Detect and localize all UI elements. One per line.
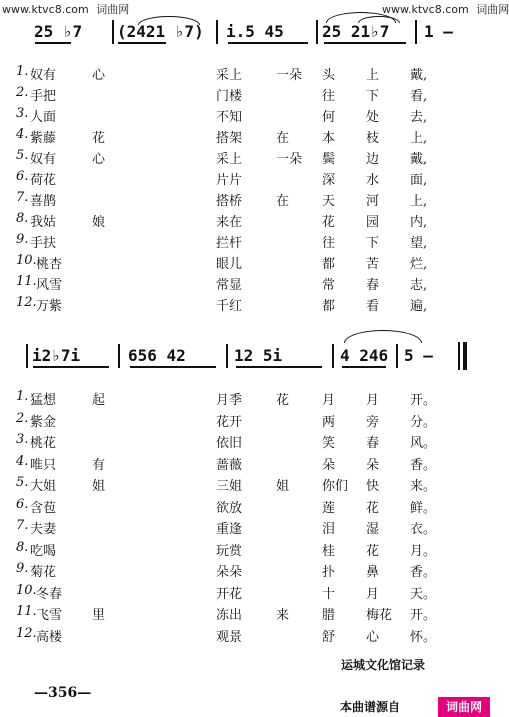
lyric-cell: 桂 — [322, 543, 336, 559]
lyric-cell: 莲 — [322, 500, 336, 516]
lyric-cell: 花 — [322, 215, 336, 230]
lyric-cell: 里 — [92, 608, 106, 623]
line-number: 9. — [16, 232, 29, 247]
lyric-cell: 你们 — [322, 479, 349, 494]
lyric-cell: 含苞 — [30, 500, 57, 516]
lyric-cell: 心 — [92, 68, 106, 83]
line-number: 2. — [16, 410, 29, 426]
lyric-cell: 菊花 — [30, 565, 57, 580]
lyric-cell: 千红 — [216, 299, 243, 314]
lyric-cell: 下 — [366, 236, 380, 251]
lyric-cell: 看, — [410, 89, 428, 104]
lyric-cell: 湿 — [366, 522, 380, 537]
lyric-cell: 风雪 — [36, 278, 63, 293]
lyric-cell: 香。 — [410, 565, 437, 580]
slur — [358, 16, 400, 23]
lyric-cell: 紫金 — [30, 414, 57, 430]
lyric-cell: 泪 — [322, 522, 336, 537]
lyric-cell: 我姑 — [30, 215, 57, 230]
lyric-cell: 花 — [366, 543, 380, 559]
lyric-cell: 月 — [366, 586, 380, 602]
lyric-cell: 风。 — [410, 436, 437, 451]
lyric-cell: 朵 — [366, 457, 380, 473]
line-number: 12. — [16, 295, 37, 310]
slur — [344, 330, 422, 343]
lyric-cell: 欲放 — [216, 500, 243, 516]
lyric-cell: 枝 — [366, 131, 380, 146]
staff1-measure-4: 25 21♭7 — [322, 22, 390, 41]
lyric-cell: 月 — [366, 393, 380, 408]
lyric-cell: 唯只 — [30, 457, 57, 473]
line-number: 4. — [16, 453, 29, 469]
lyric-cell: 香。 — [410, 457, 437, 473]
page-number: —356— — [34, 685, 92, 701]
line-number: 8. — [16, 539, 29, 555]
line-number: 3. — [16, 106, 29, 121]
lyric-cell: 常 — [322, 278, 336, 293]
lyric-cell: 快 — [366, 479, 380, 494]
lyric-cell: 在 — [276, 131, 290, 146]
lyric-cell: 边 — [366, 152, 380, 167]
lyric-cell: 开花 — [216, 586, 243, 602]
lyric-cell: 奴有 — [30, 68, 57, 83]
lyric-cell: 花 — [92, 131, 106, 146]
lyric-cell: 冻出 — [216, 608, 243, 623]
lyric-cell: 面, — [410, 173, 428, 188]
lyric-cell: 紫藤 — [30, 131, 57, 146]
barline — [396, 344, 398, 368]
underline — [324, 42, 406, 44]
lyric-cell: 十 — [322, 586, 336, 602]
lyric-cell: 门楼 — [216, 89, 243, 104]
lyric-cell: 看 — [366, 299, 380, 314]
underline — [130, 366, 216, 368]
underline — [236, 366, 322, 368]
lyric-cell: 手扶 — [30, 236, 57, 251]
lyric-cell: 搭桥 — [216, 194, 243, 209]
underline — [33, 366, 109, 368]
barline — [118, 344, 120, 368]
barline — [316, 20, 318, 44]
lyric-cell: 内, — [410, 215, 428, 230]
lyric-cell: 万紫 — [36, 299, 63, 314]
lyric-cell: 高楼 — [36, 629, 63, 645]
lyric-cell: 眼儿 — [216, 257, 243, 272]
lyric-cell: 奴有 — [30, 152, 57, 167]
lyric-cell: 腊 — [322, 608, 336, 623]
lyric-cell: 不知 — [216, 110, 243, 125]
site-logo: 词曲网 — [438, 697, 490, 717]
lyric-cell: 一朵 — [276, 152, 303, 167]
lyric-cell: 飞雪 — [36, 608, 63, 623]
underline — [342, 366, 386, 368]
lyric-cell: 处 — [366, 110, 380, 125]
underline — [118, 42, 166, 44]
lyric-cell: 来在 — [216, 215, 243, 230]
watermark-left — [2, 1, 129, 17]
line-number: 6. — [16, 496, 29, 512]
lyric-cell: 本 — [322, 131, 336, 146]
staff2-measure-5: 5 — — [404, 346, 433, 365]
lyric-cell: 分。 — [410, 414, 437, 430]
lyric-cell: 在 — [276, 194, 290, 209]
lyric-cell: 月。 — [410, 543, 437, 559]
lyric-cell: 拦杆 — [216, 236, 243, 251]
lyric-cell: 来 — [276, 608, 290, 623]
lyric-cell: 春 — [366, 436, 380, 451]
lyric-cell: 开。 — [410, 393, 437, 408]
lyric-cell: 搭架 — [216, 131, 243, 146]
lyric-cell: 玩赏 — [216, 543, 243, 559]
line-number: 7. — [16, 190, 29, 205]
final-barline — [458, 342, 460, 370]
staff1-measure-2: (2421 ♭7) — [117, 22, 204, 41]
lyric-cell: 朵 — [322, 457, 336, 473]
lyric-cell: 常显 — [216, 278, 243, 293]
lyric-cell: 上, — [410, 131, 428, 146]
staff2-measure-3: 12 5i — [234, 346, 283, 365]
underline — [35, 42, 71, 44]
lyric-cell: 烂, — [410, 257, 428, 272]
lyric-cell: 人面 — [30, 110, 57, 125]
lyric-cell: 去, — [410, 110, 428, 125]
line-number: 7. — [16, 518, 29, 533]
lyric-cell: 采上 — [216, 152, 243, 167]
lyric-cell: 志, — [410, 278, 428, 293]
lyric-cell: 园 — [366, 215, 380, 230]
lyric-cell: 苦 — [366, 257, 380, 272]
lyric-cell: 往 — [322, 89, 336, 104]
line-number: 6. — [16, 169, 29, 184]
lyric-cell: 来。 — [410, 479, 437, 494]
line-number: 1. — [16, 389, 29, 404]
lyric-cell: 水 — [366, 173, 380, 188]
lyric-cell: 戴, — [410, 152, 428, 167]
lyric-cell: 一朵 — [276, 68, 303, 83]
watermark-right — [382, 1, 509, 17]
lyric-cell: 重逢 — [216, 522, 243, 537]
slur — [138, 16, 200, 25]
lyric-cell: 姐 — [92, 479, 106, 494]
lyric-cell: 下 — [366, 89, 380, 104]
lyric-cell: 三姐 — [216, 479, 243, 494]
line-number: 10. — [16, 253, 37, 268]
final-barline-thick — [463, 342, 467, 370]
lyric-cell: 喜鹊 — [30, 194, 57, 209]
lyric-cell: 夫妻 — [30, 522, 57, 537]
lyric-cell: 花开 — [216, 414, 243, 430]
lyric-cell: 桃花 — [30, 436, 57, 451]
lyric-cell: 花 — [276, 393, 290, 408]
staff2-measure-2: 656 42 — [128, 346, 186, 365]
staff1-measure-3: i.5 45 — [226, 22, 284, 41]
line-number: 2. — [16, 85, 29, 100]
watermark-left-url: www.ktvc8.com — [2, 3, 89, 16]
lyric-cell: 手把 — [30, 89, 57, 104]
lyric-cell: 鼻 — [366, 565, 380, 580]
line-number: 11. — [16, 604, 37, 619]
line-number: 8. — [16, 211, 29, 226]
lyric-cell: 梅花 — [366, 608, 393, 623]
credit: 运城文化馆记录 — [341, 658, 426, 672]
lyric-cell: 心 — [92, 152, 106, 167]
lyric-cell: 月 — [322, 393, 336, 408]
watermark-right-url: www.ktvc8.com — [382, 3, 469, 16]
lyric-cell: 起 — [92, 393, 106, 408]
lyric-cell: 朵朵 — [216, 565, 243, 580]
lyric-cell: 天。 — [410, 586, 437, 602]
barline — [112, 20, 114, 44]
lyric-cell: 吃喝 — [30, 543, 57, 559]
line-number: 9. — [16, 561, 29, 576]
lyric-cell: 片片 — [216, 173, 243, 188]
staff2-measure-4: 4 246 — [340, 346, 389, 365]
lyric-cell: 上 — [366, 68, 380, 83]
lyric-cell: 猛想 — [30, 393, 57, 408]
line-number: 3. — [16, 432, 29, 447]
source-note: 本曲谱源自 — [340, 700, 401, 714]
lyric-cell: 冬春 — [36, 586, 63, 602]
lyric-cell: 有 — [92, 457, 106, 473]
lyric-cell: 扑 — [322, 565, 336, 580]
lyric-cell: 衣。 — [410, 522, 437, 537]
staff2-measure-1: i2♭7i — [32, 346, 81, 365]
lyric-cell: 采上 — [216, 68, 243, 83]
staff1-measure-5: 1 — — [424, 22, 453, 41]
line-number: 1. — [16, 64, 29, 79]
staff1-measure-1: 25 ♭7 — [34, 22, 83, 41]
lyric-cell: 月季 — [216, 393, 243, 408]
lyric-cell: 旁 — [366, 414, 380, 430]
line-number: 11. — [16, 274, 37, 289]
lyric-cell: 望, — [410, 236, 428, 251]
lyric-cell: 春 — [366, 278, 380, 293]
barline — [216, 20, 218, 44]
lyric-cell: 两 — [322, 414, 336, 430]
lyric-cell: 鬓 — [322, 152, 336, 167]
lyric-cell: 舒 — [322, 629, 336, 645]
lyric-cell: 何 — [322, 110, 336, 125]
barline — [26, 344, 28, 368]
barline — [332, 344, 334, 368]
lyric-cell: 鲜。 — [410, 500, 437, 516]
lyric-cell: 笑 — [322, 436, 336, 451]
lyric-cell: 遍, — [410, 299, 428, 314]
lyric-cell: 观景 — [216, 629, 243, 645]
watermark-left-logo: 词曲网 — [96, 3, 130, 16]
lyric-cell: 大姐 — [30, 479, 57, 494]
line-number: 5. — [16, 148, 29, 163]
lyric-cell: 心 — [366, 629, 380, 645]
line-number: 5. — [16, 475, 29, 490]
barline — [415, 20, 417, 44]
lyric-cell: 头 — [322, 68, 336, 83]
lyric-cell: 姐 — [276, 479, 290, 494]
lyric-cell: 娘 — [92, 215, 106, 230]
lyric-cell: 花 — [366, 500, 380, 516]
lyric-cell: 荷花 — [30, 173, 57, 188]
line-number: 12. — [16, 625, 37, 641]
lyric-cell: 戴, — [410, 68, 428, 83]
line-number: 10. — [16, 582, 37, 598]
lyric-cell: 开。 — [410, 608, 437, 623]
lyric-cell: 桃杏 — [36, 257, 63, 272]
lyric-cell: 依旧 — [216, 436, 243, 451]
barline — [226, 344, 228, 368]
lyric-cell: 深 — [322, 173, 336, 188]
lyric-cell: 蔷薇 — [216, 457, 243, 473]
lyric-cell: 怀。 — [410, 629, 437, 645]
lyric-cell: 都 — [322, 299, 336, 314]
line-number: 4. — [16, 127, 29, 142]
watermark-right-logo: 词曲网 — [476, 3, 509, 16]
lyric-cell: 往 — [322, 236, 336, 251]
lyric-cell: 都 — [322, 257, 336, 272]
lyric-cell: 河 — [366, 194, 380, 209]
lyric-cell: 上, — [410, 194, 428, 209]
lyric-cell: 天 — [322, 194, 336, 209]
underline — [228, 42, 308, 44]
